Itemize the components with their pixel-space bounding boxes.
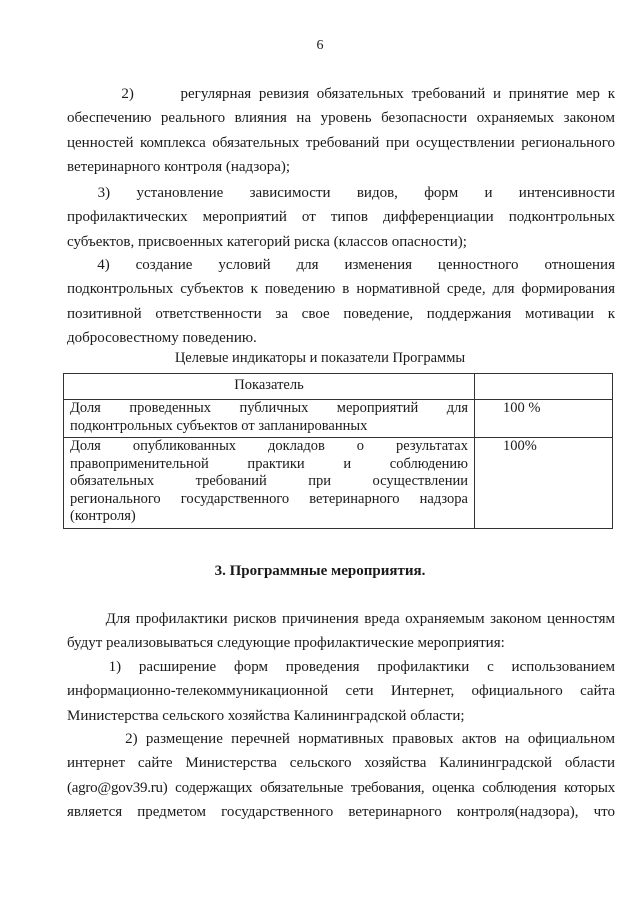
text-line: 2) регулярная ревизия обязательных требований и принятие мер к <box>67 86 615 102</box>
indicator-description <box>64 400 475 438</box>
column-header-value <box>475 374 613 400</box>
cell-line: регионального государственного ветеринарного надзора <box>70 490 468 507</box>
indicator-description <box>64 438 475 529</box>
cell-line: подконтрольных субъектов от запланированных <box>70 417 368 434</box>
text-line: 3) установление зависимости видов, форм и интенсивности <box>67 185 615 201</box>
text-line: будут реализовываться следующие профилактические мероприятия: <box>67 635 505 652</box>
cell-line: Доля проведенных публичных мероприятий для <box>70 400 468 416</box>
table-header-row <box>64 374 613 400</box>
text-line: (agro@gov39.ru) содержащих обязательные требования, оценка соблюдения которых <box>67 779 615 796</box>
text-line: 2) размещение перечней нормативных правовых актов на официальном <box>67 731 615 747</box>
text-line: ценностей комплекса обязательных требований при осуществлении регионального <box>67 134 615 151</box>
text-line: обеспечению реального влияния на уровень безопасности охраняемых законом <box>67 110 615 127</box>
text-line: информационно-телекоммуникационной сети Интернет, официального сайта <box>67 683 615 700</box>
text-line: 1) расширение форм проведения профилактики с использованием <box>67 659 615 675</box>
text-line: интернет сайте Министерства сельского хозяйства Калининградской области <box>67 755 615 772</box>
text-line: позитивной ответственности за свое поведение, поддержания мотивации к <box>67 305 615 322</box>
indicator-value: 100% <box>475 438 613 529</box>
text-line: Для профилактики рисков причинения вреда охраняемым законом ценностям <box>67 611 615 627</box>
list-item-4 <box>67 253 615 350</box>
indicator-value: 100 % <box>475 400 613 438</box>
column-header-indicator: Показатель <box>64 374 475 400</box>
list-item-2 <box>67 82 615 179</box>
table-caption: Целевые индикаторы и показатели Программы <box>174 350 466 366</box>
cell-line: обязательных требований при осуществлении <box>70 473 468 489</box>
intro-paragraph <box>67 607 615 656</box>
text-line: субъектов, присвоенных категорий риска (классов опасности); <box>67 233 467 250</box>
text-line: является предметом государственного ветеринарного контроля(надзора), что <box>67 803 615 820</box>
table-row <box>64 400 613 438</box>
text-line: 4) создание условий для изменения ценностного отношения <box>67 257 615 273</box>
cell-line: правоприменительной практики и соблюдению <box>70 455 468 472</box>
text-line: Министерства сельского хозяйства Калининградской области; <box>67 707 465 724</box>
section-heading: 3. Программные мероприятия. <box>214 563 426 579</box>
measure-item-2 <box>67 727 615 824</box>
measure-item-1 <box>67 655 615 728</box>
list-item-3 <box>67 181 615 254</box>
indicators-table <box>63 373 613 529</box>
table-row <box>64 438 613 529</box>
text-line: подконтрольных субъектов к поведению в нормативной среде, для формирования <box>67 281 615 298</box>
text-line: добросовестному поведению. <box>67 329 257 346</box>
page-number: 6 <box>316 38 324 53</box>
text-line: ветеринарного контроля (надзора); <box>67 158 291 175</box>
cell-line: (контроля) <box>70 508 136 524</box>
text-line: профилактических мероприятий от типов дифференциации подконтрольных <box>67 209 615 226</box>
cell-line: Доля опубликованных докладов о результатах <box>70 438 468 454</box>
